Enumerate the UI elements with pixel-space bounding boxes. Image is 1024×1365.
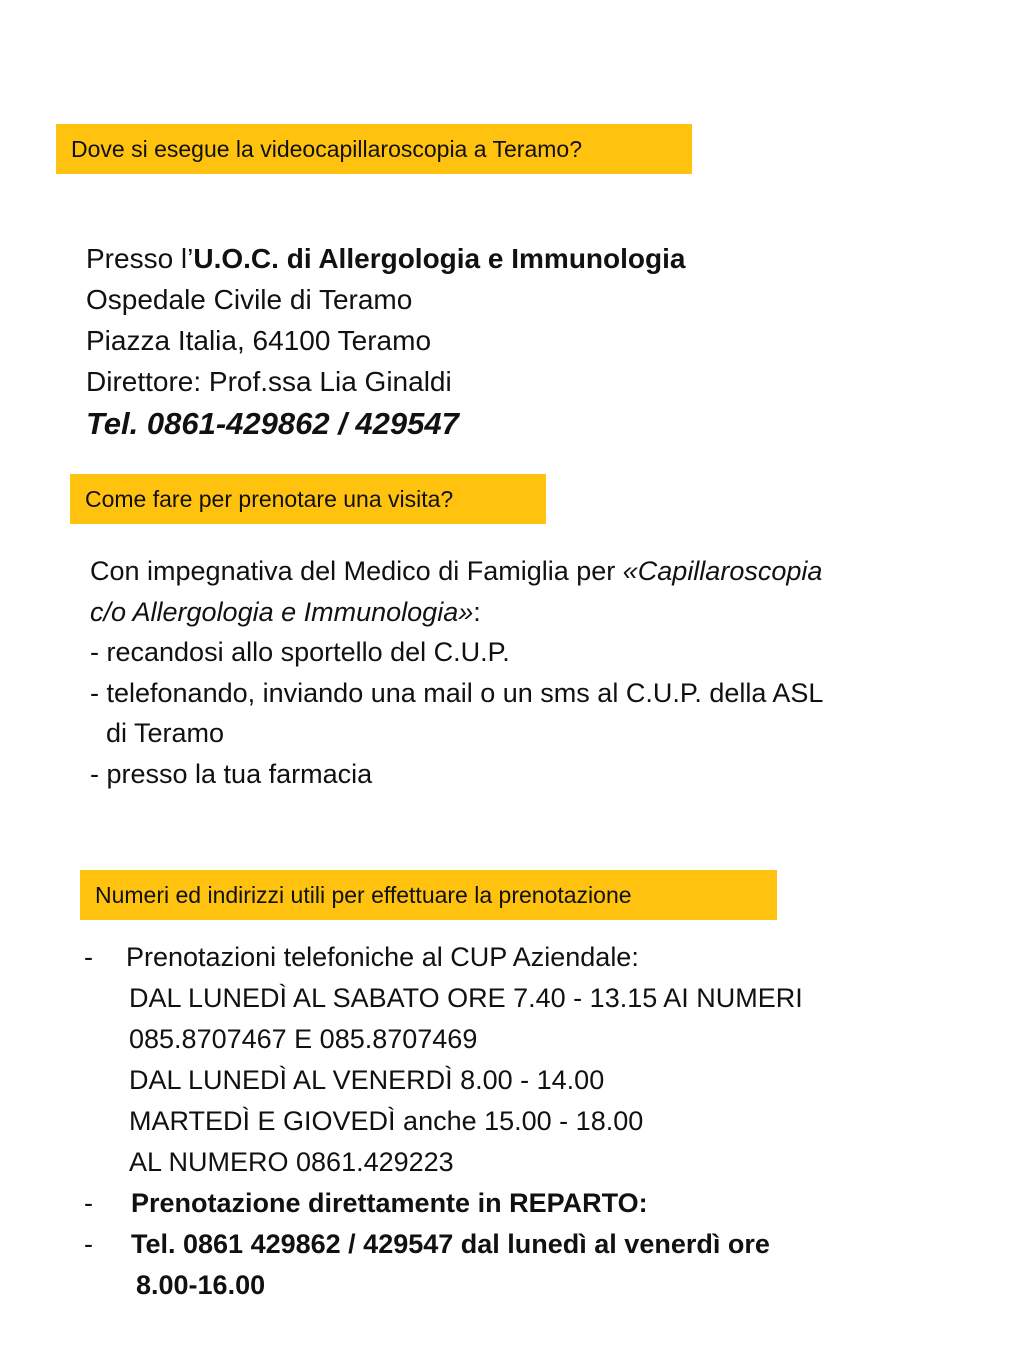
list-item-ward: - Prenotazione direttamente in REPARTO: [84, 1183, 803, 1224]
booking-intro: Con impegnativa del Medico di Famiglia per «Capillaroscopia [90, 556, 823, 586]
booking-item-cont: di Teramo [106, 718, 225, 748]
department-name: U.O.C. di Allergologia e Immunologia [193, 243, 686, 274]
cup-hours: DAL LUNEDÌ AL SABATO ORE 7.40 - 13.15 AI NUMERI [129, 983, 803, 1013]
heading-useful-numbers: Numeri ed indirizzi utili per effettuare la prenotazione [80, 870, 777, 920]
list-dash: - [84, 1229, 93, 1259]
cup-hours: MARTEDÌ E GIOVEDÌ anche 15.00 - 18.00 [129, 1106, 644, 1136]
booking-item: - telefonando, inviando una mail o un sms al C.U.P. della ASL [90, 677, 824, 708]
department-phone: Tel. 0861-429862 / 429547 [86, 406, 459, 441]
heading-how-to-book: Come fare per prenotare una visita? [70, 474, 546, 524]
address-line-department: Presso l’U.O.C. di Allergologia e Immunologia [86, 243, 686, 274]
booking-item: - presso la tua farmacia [90, 758, 373, 789]
cup-number: AL NUMERO 0861.429223 [129, 1147, 454, 1177]
booking-item: - recandosi allo sportello del C.U.P. [90, 637, 510, 667]
cup-numbers: 085.8707467 E 085.8707469 [129, 1024, 478, 1054]
cup-hours: DAL LUNEDÌ AL VENERDÌ 8.00 - 14.00 [129, 1065, 605, 1095]
list-item-ward-phone: - Tel. 0861 429862 / 429547 dal lunedì al venerdì ore [84, 1224, 803, 1265]
address-block [86, 238, 685, 446]
heading-where: Dove si esegue la videocapillaroscopia a Teramo? [56, 124, 692, 174]
address-line-director: Direttore: Prof.ssa Lia Ginaldi [86, 366, 452, 397]
list-dash: - [84, 1188, 93, 1218]
useful-numbers-list [84, 937, 803, 1306]
booking-intro-cont: c/o Allergologia e Immunologia»: [90, 596, 481, 627]
list-dash: - [84, 942, 93, 972]
address-line-street: Piazza Italia, 64100 Teramo [86, 325, 432, 356]
ward-hours: 8.00-16.00 [136, 1270, 266, 1300]
list-item-cup: - Prenotazioni telefoniche al CUP Aziendale: [84, 937, 803, 978]
booking-methods [90, 551, 823, 794]
address-line-hospital: Ospedale Civile di Teramo [86, 284, 413, 315]
